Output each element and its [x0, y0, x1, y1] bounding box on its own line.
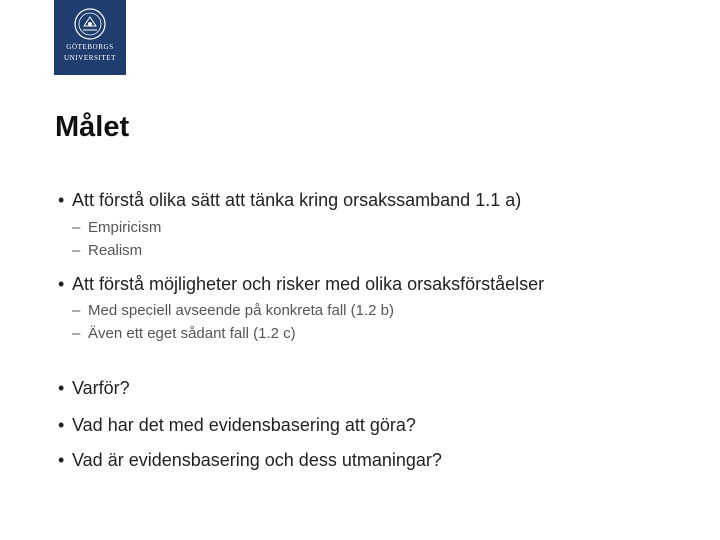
bullet-item — [58, 415, 416, 436]
bullet-marker: • — [58, 450, 65, 470]
sub-marker: – — [72, 242, 81, 259]
bullet-text: Att förstå olika sätt att tänka kring orsakssamband 1.1 a) — [72, 190, 522, 210]
bullet-text: Varför? — [72, 378, 130, 398]
bullet-marker: • — [58, 378, 65, 398]
bullet-text: Vad har det med evidensbasering att göra? — [72, 415, 416, 435]
bullet-item — [58, 274, 544, 295]
sub-text: Med speciell avseende på konkreta fall (1.2 b) — [88, 302, 395, 319]
logo-text-line1: GÖTEBORGS — [66, 43, 114, 51]
bullet-marker: • — [58, 274, 65, 294]
logo-text-line2: UNIVERSITET — [63, 54, 117, 62]
bullet-text: Att förstå möjligheter och risker med olika orsaksförståelser — [72, 274, 545, 294]
sub-text: Empiricism — [88, 219, 162, 236]
sub-item — [72, 302, 394, 319]
bullet-text: Vad är evidensbasering och dess utmaningar? — [72, 450, 442, 470]
bullet-marker: • — [58, 190, 65, 210]
sub-item — [72, 325, 296, 342]
bullet-item — [58, 378, 130, 399]
sub-text: Även ett eget sådant fall (1.2 c) — [88, 325, 296, 342]
sub-item — [72, 242, 142, 259]
sub-text: Realism — [88, 242, 143, 259]
bullet-item — [58, 190, 521, 211]
sub-marker: – — [72, 325, 81, 342]
slide-title: Målet — [55, 111, 130, 143]
sub-marker: – — [72, 302, 81, 319]
sub-item — [72, 219, 161, 236]
sub-marker: – — [72, 219, 81, 236]
bullet-marker: • — [58, 415, 65, 435]
bullet-item — [58, 450, 442, 471]
